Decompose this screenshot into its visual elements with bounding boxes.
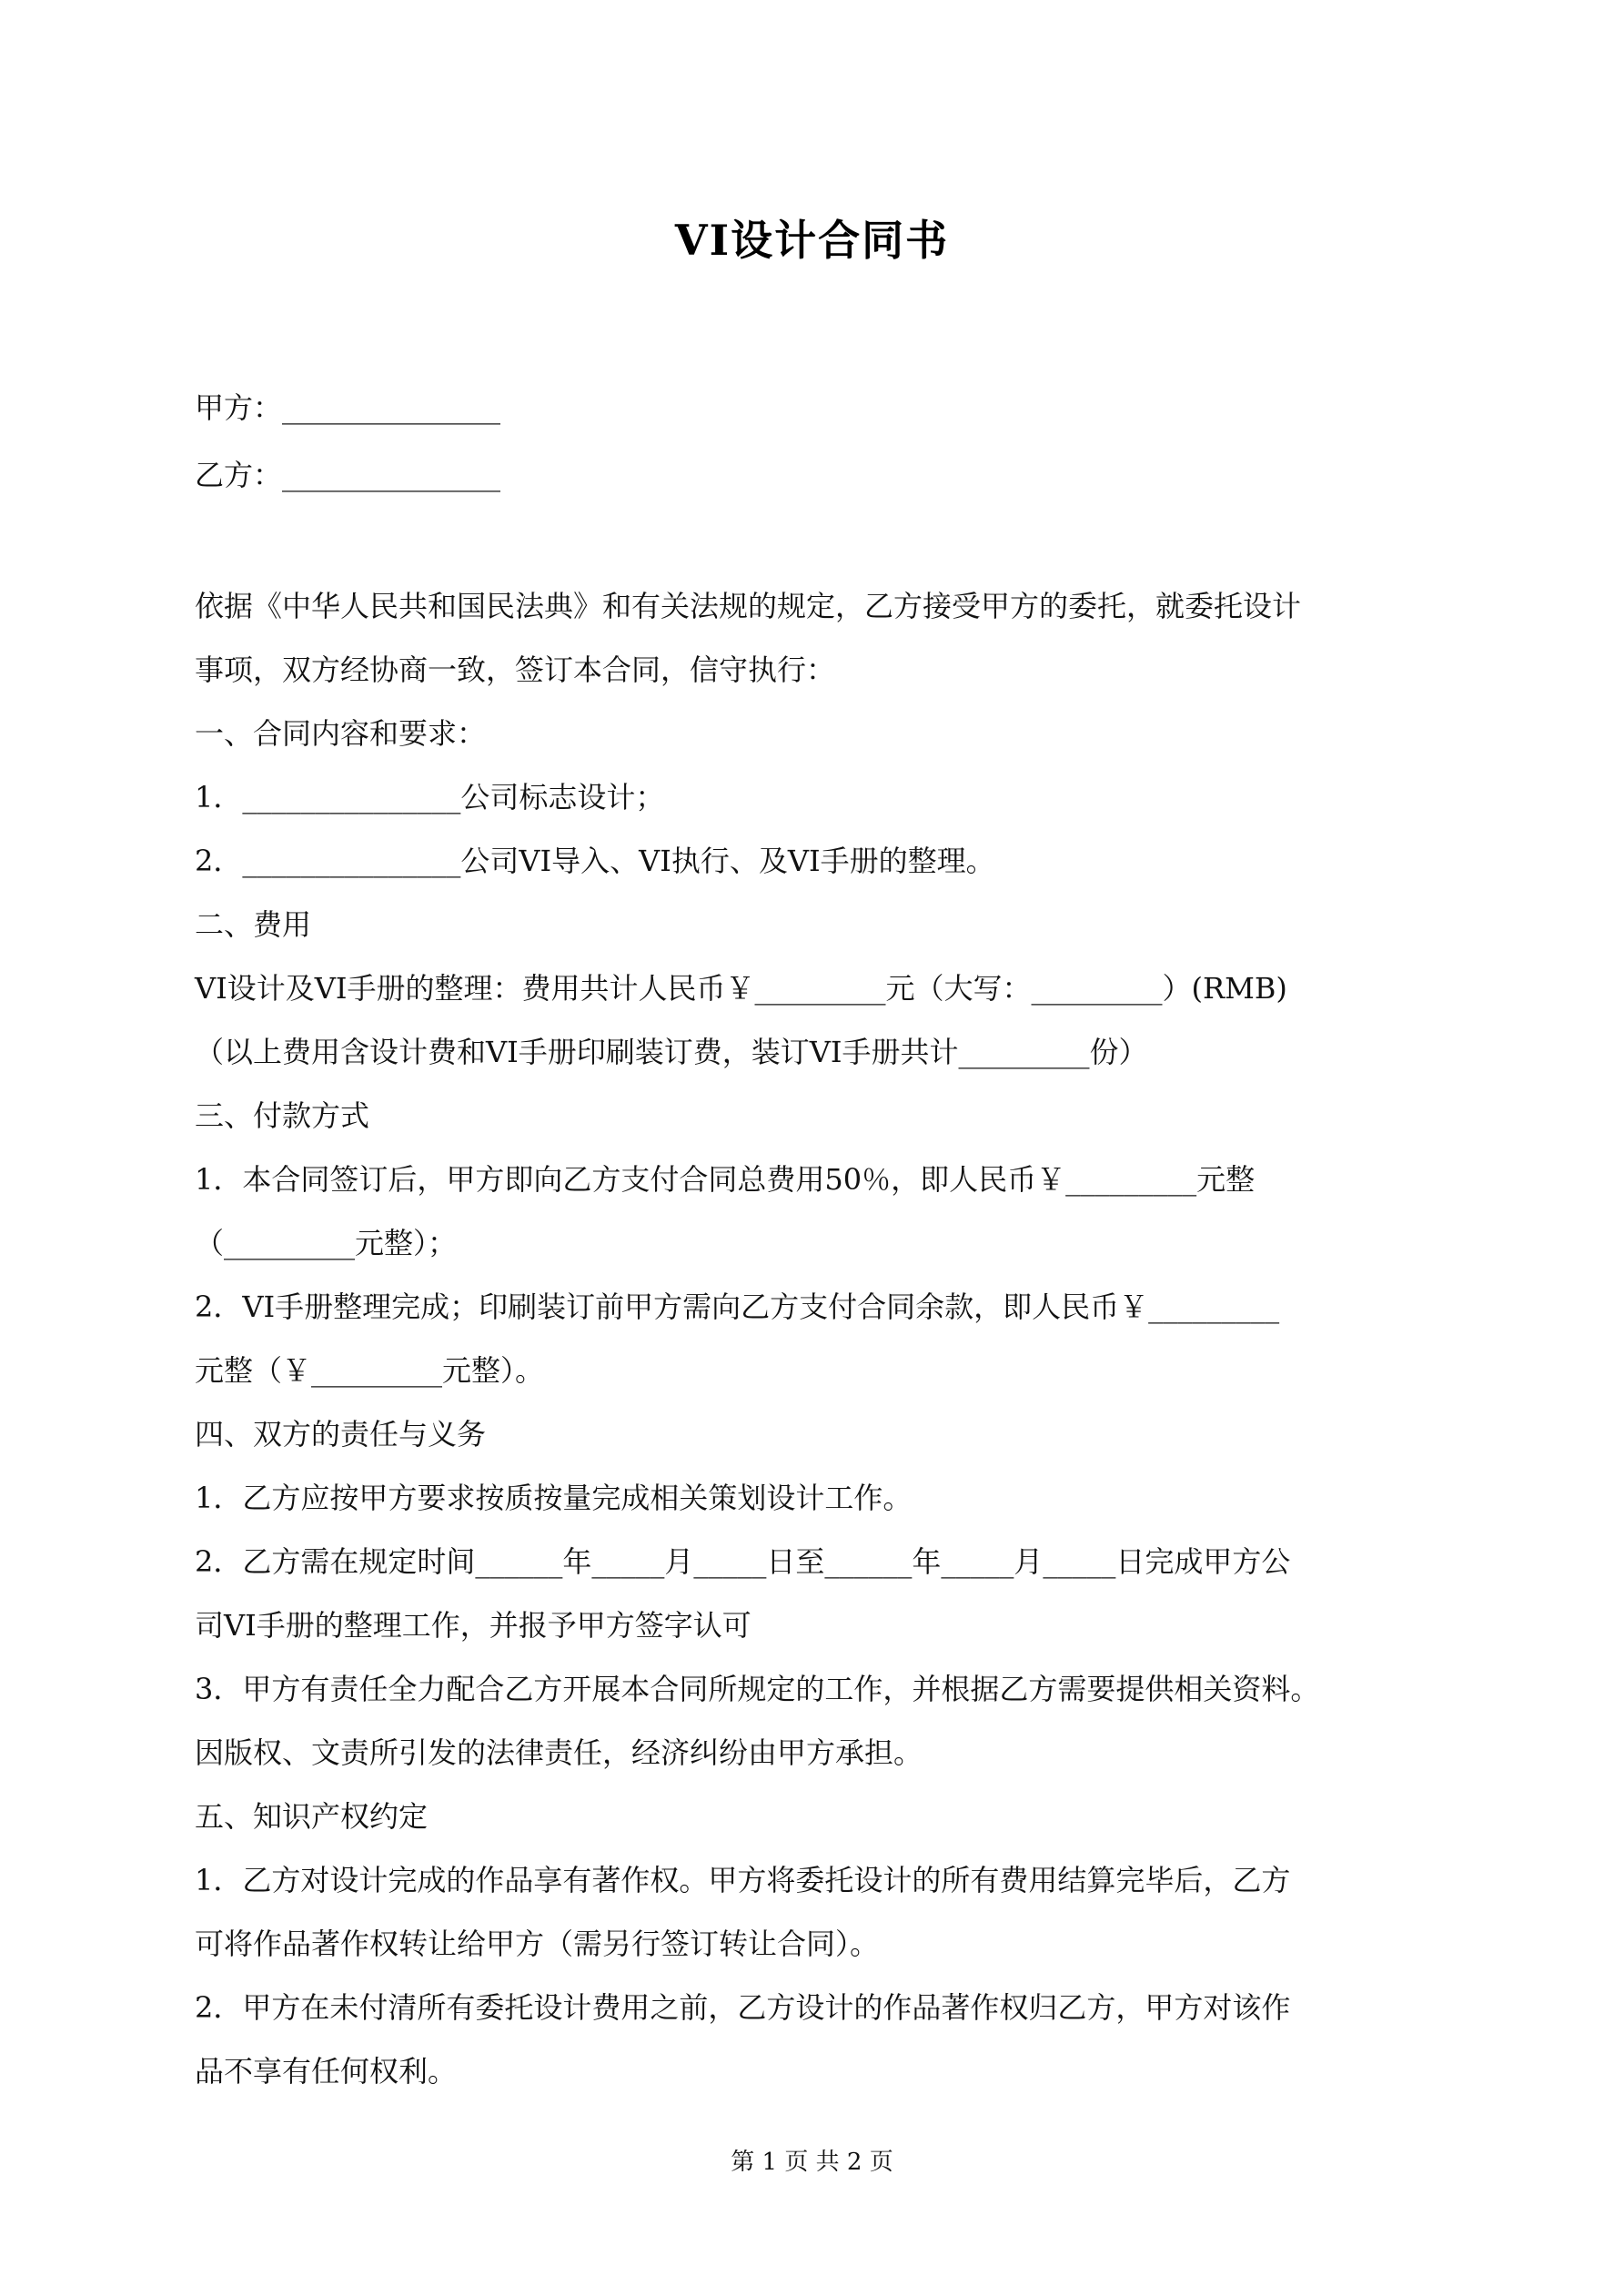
duty-item-2-line-2: 司VI手册的整理工作，并报予甲方签字认可 [195, 1608, 751, 1643]
intro-line-1: 依据《中华人民共和国民法典》和有关法规的规定，乙方接受甲方的委托，就委托设计 [195, 589, 1302, 623]
document-title: VI设计合同书 [674, 216, 950, 265]
section-1-item-2: 2．_______________公司VI导入、VI执行、及VI手册的整理。 [195, 844, 995, 878]
ip-item-2-line-2: 品不享有任何权利。 [195, 2054, 458, 2089]
ip-item-1-line-2: 可将作品著作权转让给甲方（需另行签订转让合同）。 [195, 1927, 880, 1961]
duty-item-1: 1．乙方应按甲方要求按质按量完成相关策划设计工作。 [195, 1481, 913, 1515]
fee-line-2: （以上费用含设计费和VI手册印刷装订费，装订VI手册共计_________份） [195, 1035, 1148, 1069]
duty-item-3-line-2: 因版权、文责所引发的法律责任，经济纠纷由甲方承担。 [195, 1735, 923, 1770]
payment-item-1-line-2: （_________元整）； [195, 1226, 458, 1260]
fee-line-1: VI设计及VI手册的整理：费用共计人民币￥_________元（大写：_________）(RMB) [195, 971, 1287, 1006]
section-5-heading: 五、知识产权约定 [195, 1799, 429, 1834]
intro-line-2: 事项，双方经协商一致，签订本合同，信守执行： [195, 652, 836, 687]
section-1-item-1: 1．_______________公司标志设计； [195, 780, 665, 814]
payment-item-2-line-2: 元整（￥_________元整）。 [195, 1353, 545, 1388]
duty-item-2-line-1: 2．乙方需在规定时间______年_____月_____日至______年_____月_____日完成甲方公 [195, 1544, 1291, 1579]
party-b-line: 乙方：_______________ [195, 458, 501, 492]
page-number-footer: 第 1 页 共 2 页 [731, 2149, 893, 2176]
section-2-heading: 二、费用 [195, 907, 312, 942]
payment-item-2-line-1: 2．VI手册整理完成；印刷装订前甲方需向乙方支付合同余款，即人民币￥_________ [195, 1290, 1280, 1324]
section-4-heading: 四、双方的责任与义务 [195, 1417, 487, 1451]
section-3-heading: 三、付款方式 [195, 1098, 370, 1133]
party-a-line: 甲方：_______________ [195, 390, 501, 425]
ip-item-1-line-1: 1．乙方对设计完成的作品享有著作权。甲方将委托设计的所有费用结算完毕后，乙方 [195, 1863, 1291, 1897]
payment-item-1-line-1: 1．本合同签订后，甲方即向乙方支付合同总费用50％，即人民币￥_________元整 [195, 1162, 1256, 1197]
section-1-heading: 一、合同内容和要求： [195, 716, 487, 751]
ip-item-2-line-1: 2．甲方在未付清所有委托设计费用之前，乙方设计的作品著作权归乙方，甲方对该作 [195, 1990, 1291, 2025]
duty-item-3-line-1: 3．甲方有责任全力配合乙方开展本合同所规定的工作，并根据乙方需要提供相关资料。 [195, 1672, 1320, 1706]
